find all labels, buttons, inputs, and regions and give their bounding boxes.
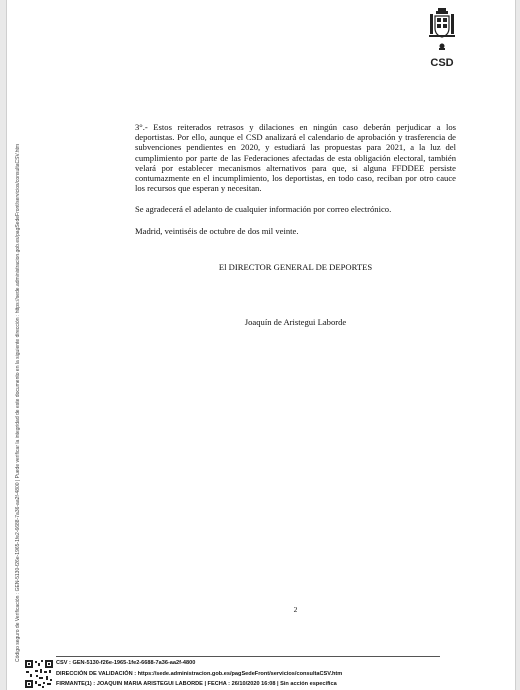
verification-sidebar-text: Código seguro de Verificación : GEN-5130-f26e-1965-1fe2-6688-7a36-aa2f-4800 | Puede verificar la integridad de este documento en la siguiente dirección : https://sede.administracion.gob.es/pagSedeFront/servicios/consultaCSV.htm xyxy=(15,143,21,662)
qr-code-icon xyxy=(25,660,53,688)
footer-signer: FIRMANTE(1) : JOAQUIN MARIA ARISTEGUI LABORDE | FECHA : 26/10/2020 16:08 | Sin acción específica xyxy=(56,681,337,687)
footer-csv: CSV : GEN-5130-f26e-1965-1fe2-6688-7a36-aa2f-4800 xyxy=(56,660,196,666)
csd-logo-text: CSD xyxy=(430,57,454,69)
document-page xyxy=(6,0,516,690)
signatory-name: Joaquín de Aristegui Laborde xyxy=(244,317,347,327)
footer-divider xyxy=(56,656,440,657)
paragraph-thanks: Se agradecerá el adelanto de cualquier información por correo electrónico. xyxy=(135,204,392,215)
footer-validation-url[interactable]: DIRECCIÓN DE VALIDACIÓN : https://sede.administracion.gob.es/pagSedeFront/servicios/consultaCSV.htm xyxy=(56,670,343,677)
footer-block xyxy=(56,658,496,690)
paragraph-date: Madrid, veintiséis de octubre de dos mil veinte. xyxy=(135,225,299,236)
paragraph-point-3: 3°.- Estos reiterados retrasos y dilaciones en ningún caso deberán perjudicar a los deportistas. Por ello, aunque el CSD analizará el calendario de aprobación y trasferencia de subvenciones pendientes en 2020, y estudiará las propuestas para 2021, a la luz del cumplimiento por parte de las Federaciones afectadas de esta obligación electoral, también velará por establecer mecanismos alternativos para que, si alguna FFDDEE persiste contumazmente en el incumplimiento, los deportistas, en todo caso, reciban por otro cauce los recursos que esperan y necesitan. xyxy=(135,122,456,194)
page-number: 2 xyxy=(293,605,298,614)
signatory-title: El DIRECTOR GENERAL DE DEPORTES xyxy=(218,262,373,272)
csd-coat-of-arms-logo xyxy=(427,8,457,70)
letter-body xyxy=(135,122,456,247)
